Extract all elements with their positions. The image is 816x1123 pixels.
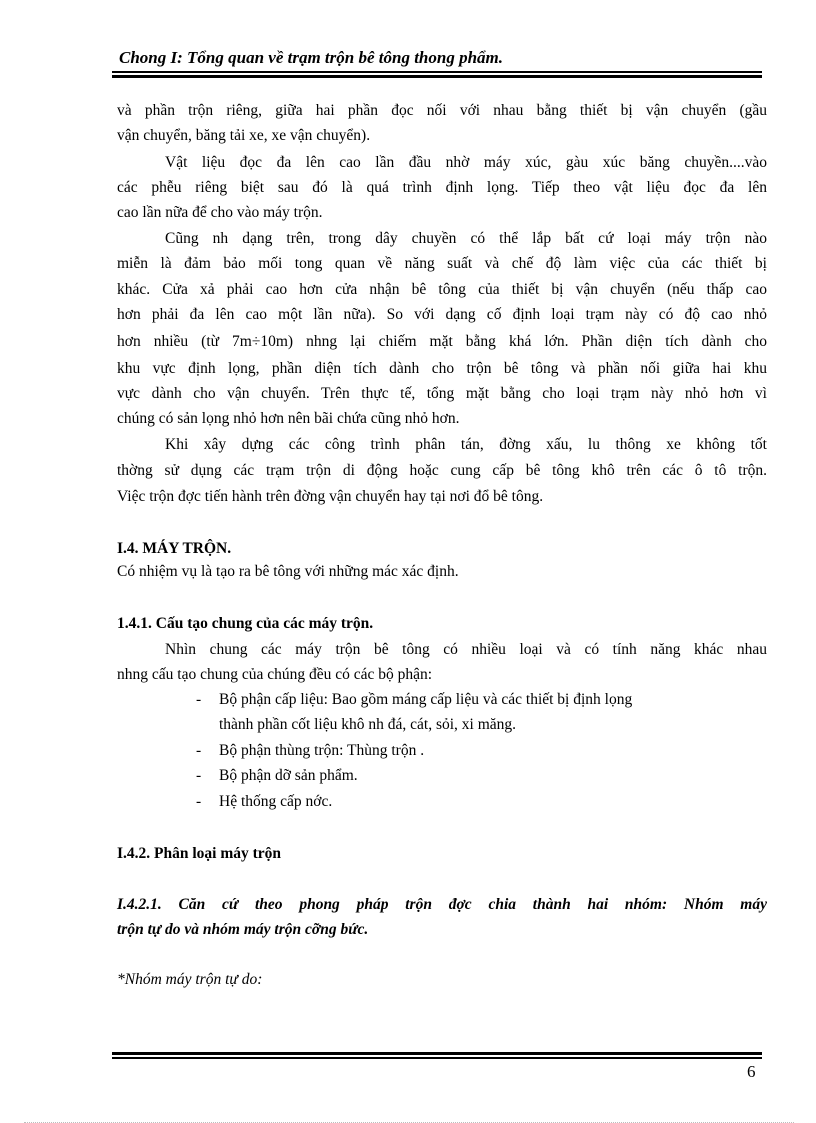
body-line: Khi xây dựng các công trình phân tán, đờng xấu, lu thông xe không tốt (165, 436, 767, 453)
body-line: chúng có sản lọng nhỏ hơn nên bãi chứa cũng nhỏ hơn. (117, 410, 460, 427)
list-dash: - (196, 793, 202, 810)
header-rule-thick (112, 75, 762, 78)
body-line: nhng cấu tạo chung của chúng đều có các bộ phận: (117, 666, 433, 683)
list-item-continuation: thành phần cốt liệu khô nh đá, cát, sỏi, xi măng. (219, 716, 517, 733)
body-line: Vật liệu đọc đa lên cao lần đầu nhờ máy xúc, gàu xúc băng chuyền....vào (165, 154, 767, 171)
body-line: các phễu riêng biệt sau đó là quá trình định lọng. Tiếp theo vật liệu đọc đa lên (117, 179, 767, 196)
list-dash: - (196, 742, 202, 759)
section-heading-1-4-2-1: I.4.2.1. Căn cứ theo phong pháp trộn đợc chia thành hai nhóm: Nhóm máy (117, 896, 767, 913)
footer-rule-thick (112, 1052, 762, 1055)
list-dash: - (196, 691, 202, 708)
body-line: miễn là đảm bảo mối tong quan về năng suất và chế độ làm việc của các thiết bị (117, 255, 767, 272)
section-heading-1-4-1: 1.4.1. Cấu tạo chung của các máy trộn. (117, 615, 374, 632)
list-item: Bộ phận dỡ sản phẩm. (219, 767, 358, 784)
section-heading-1-4: I.4. MÁY TRỘN. (117, 540, 232, 557)
list-dash: - (196, 767, 202, 784)
list-item: Bộ phận cấp liệu: Bao gồm máng cấp liệu và các thiết bị định lọng (219, 691, 633, 708)
body-line: vực dành cho vận chuyển. Trên thực tế, tổng mặt bằng cho loại trạm này nhỏ hơn vì (117, 385, 767, 402)
footer-rule-thin (112, 1057, 762, 1059)
list-item: Hệ thống cấp nớc. (219, 793, 333, 810)
body-line: Việc trộn đợc tiến hành trên đờng vận chuyển hay tại nơi đổ bê tông. (117, 488, 544, 505)
page-number: 6 (747, 1062, 756, 1081)
header-rule-thin (112, 71, 762, 73)
body-line: Cũng nh dạng trên, trong dây chuyền có thể lắp bất cứ loại máy trộn nào (165, 230, 767, 247)
body-line: cao lần nữa để cho vào máy trộn. (117, 204, 323, 221)
section-intro: Có nhiệm vụ là tạo ra bê tông với những mác xác định. (117, 563, 459, 580)
list-item: Bộ phận thùng trộn: Thùng trộn . (219, 742, 425, 759)
section-heading-1-4-2: I.4.2. Phân loại máy trộn (117, 845, 282, 862)
chapter-header-title: Chong I: Tổng quan về trạm trộn bê tông thong phẩm. (119, 48, 504, 67)
body-line: vận chuyển, băng tải xe, xe vận chuyển). (117, 127, 371, 144)
body-line: khác. Cửa xả phải cao hơn cửa nhận bê tông của thiết bị vận chuyển (nếu thấp cao (117, 281, 767, 298)
body-line: khu vực định lọng, phần diện tích dành cho trộn bê tông và phần nối giữa hai khu (117, 360, 767, 377)
body-line: Nhìn chung các máy trộn bê tông có nhiều loại và có tính năng khác nhau (165, 641, 767, 658)
body-line: hơn phải đa lên cao một lần nữa). So với dạng cố định loại trạm này có độ cao nhỏ (117, 306, 767, 323)
body-line: và phần trộn riêng, giữa hai phần đọc nối với nhau bằng thiết bị vận chuyển (gầu (117, 102, 767, 119)
body-line: hơn nhiều (từ 7m÷10m) nhng lại chiếm mặt bằng khá lớn. Phần diện tích dành cho (117, 333, 767, 350)
section-heading-1-4-2-1-cont: trộn tự do và nhóm máy trộn cỡng bức. (117, 921, 369, 938)
body-line: thờng sử dụng các trạm trộn di động hoặc cung cấp bê tông khô trên các ô tô trộn. (117, 462, 767, 479)
subsection-label: *Nhóm máy trộn tự do: (117, 971, 263, 988)
